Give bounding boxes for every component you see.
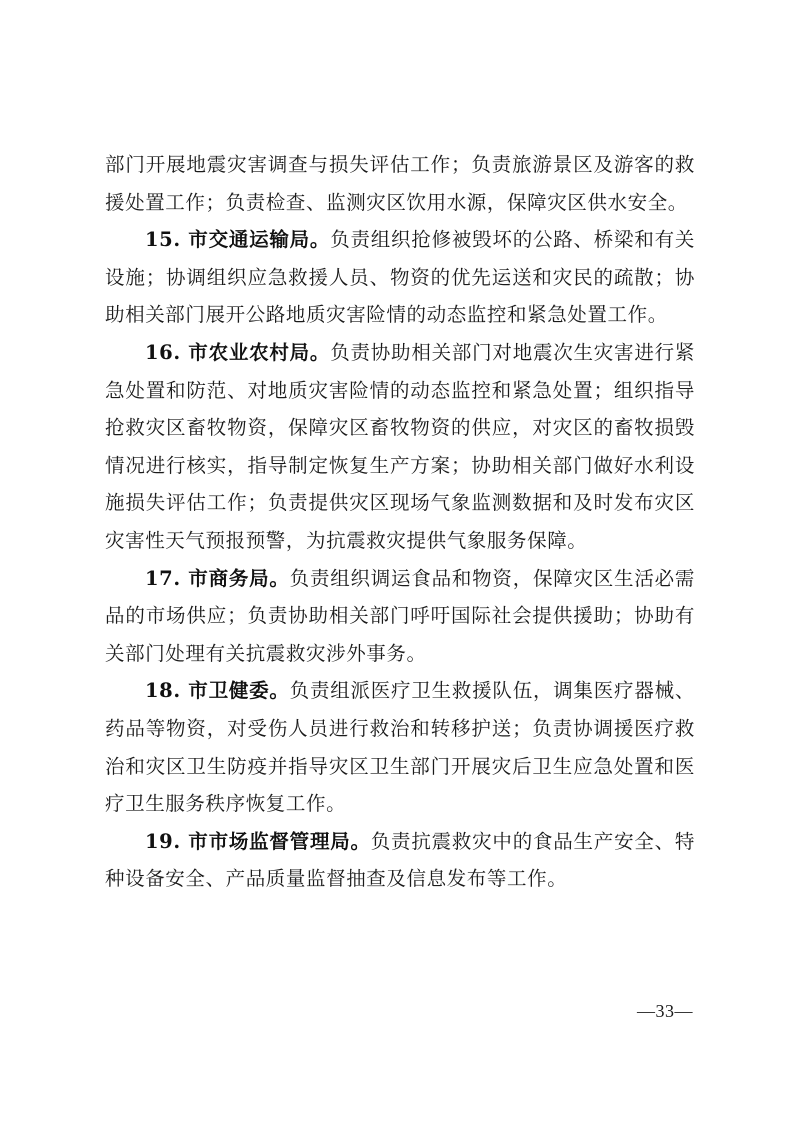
- paragraph-text: 负责协助相关部门对地震次生灾害进行紧急处置和防范、对地质灾害险情的动态监控和紧急处置；组织指导抢救灾区畜牧物资，保障灾区畜牧物资的供应，对灾区的畜牧损毁情况进行核实，指导制定恢复生产方案；协助相关部门做好水利设施损失评估工作；负责提供灾区现场气象监测数据和及时发布灾区灾害性天气预报预警，为抗震救灾提供气象服务保障。: [105, 340, 695, 552]
- paragraph-market-supervision: [105, 823, 695, 898]
- paragraph-continuation: [105, 146, 695, 221]
- paragraph-text: 负责抗震救灾中的食品生产安全、特种设备安全、产品质量监督抽查及信息发布等工作。: [105, 829, 695, 891]
- paragraph-heading: 19. 市市场监督管理局。: [145, 829, 371, 853]
- paragraph-commerce-bureau: [105, 560, 695, 673]
- page-number: —33—: [637, 1001, 693, 1021]
- paragraph-text: 负责组派医疗卫生救援队伍，调集医疗器械、药品等物资，对受伤人员进行救治和转移护送；负责协调援医疗救治和灾区卫生防疫并指导灾区卫生部门开展灾后卫生应急处置和医疗卫生服务秩序恢复工作。: [105, 679, 695, 816]
- paragraph-text: 负责组织抢修被毁坏的公路、桥梁和有关设施；协调组织应急救援人员、物资的优先运送和灾民的疏散；协助相关部门展开公路地质灾害险情的动态监控和紧急处置工作。: [105, 228, 695, 327]
- paragraph-heading: 17. 市商务局。: [145, 566, 290, 590]
- paragraph-health-commission: [105, 672, 695, 822]
- paragraph-text: 负责组织调运食品和物资，保障灾区生活必需品的市场供应；负责协助相关部门呼吁国际社会提供援助；协助有关部门处理有关抗震救灾涉外事务。: [105, 566, 695, 665]
- paragraph-text: 部门开展地震灾害调查与损失评估工作；负责旅游景区及游客的救援处置工作；负责检查、监测灾区饮用水源，保障灾区供水安全。: [105, 153, 695, 214]
- paragraph-heading: 18. 市卫健委。: [145, 679, 290, 703]
- paragraph-heading: 15. 市交通运输局。: [145, 228, 331, 252]
- paragraph-heading: 16. 市农业农村局。: [145, 340, 331, 364]
- paragraph-transport-bureau: [105, 221, 695, 334]
- paragraph-agriculture-bureau: [105, 334, 695, 560]
- document-body: [105, 146, 695, 898]
